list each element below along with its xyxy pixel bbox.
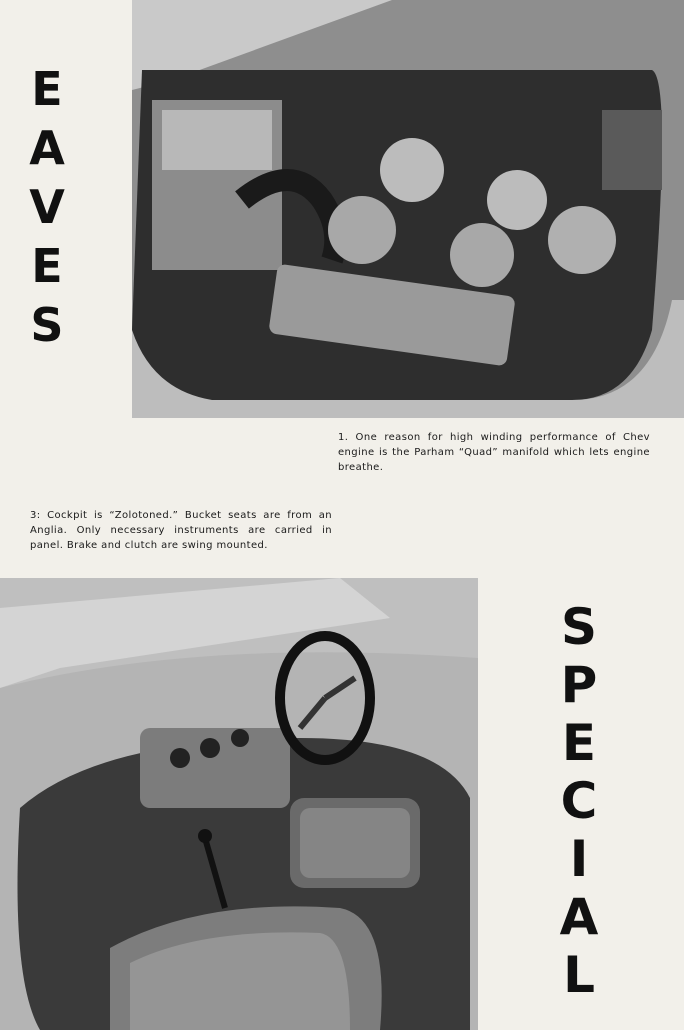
title-letter: E <box>31 62 63 116</box>
title-letter: V <box>29 180 65 234</box>
title-letter: A <box>559 888 599 946</box>
cockpit-photo <box>0 578 478 1030</box>
title-eaves <box>22 60 72 355</box>
title-letter: E <box>561 714 597 772</box>
title-letter: S <box>30 298 64 352</box>
title-letter: C <box>560 772 598 830</box>
title-letter: S <box>560 598 597 656</box>
title-letter: L <box>563 946 595 1004</box>
title-special <box>548 598 610 1004</box>
title-letter: P <box>560 656 598 714</box>
title-letter: I <box>569 830 589 888</box>
engine-caption: 1. One reason for high winding performance of Chev engine is the Parham “Quad” manifold which lets engine breathe. <box>338 432 650 473</box>
title-letter: A <box>29 121 65 175</box>
title-letter: E <box>31 239 63 293</box>
engine-photo <box>132 0 684 418</box>
cockpit-caption: 3: Cockpit is “Zolotoned.” Bucket seats are from an Anglia. Only necessary instruments are carried in panel. Brake and clutch are swing mounted. <box>30 510 332 551</box>
